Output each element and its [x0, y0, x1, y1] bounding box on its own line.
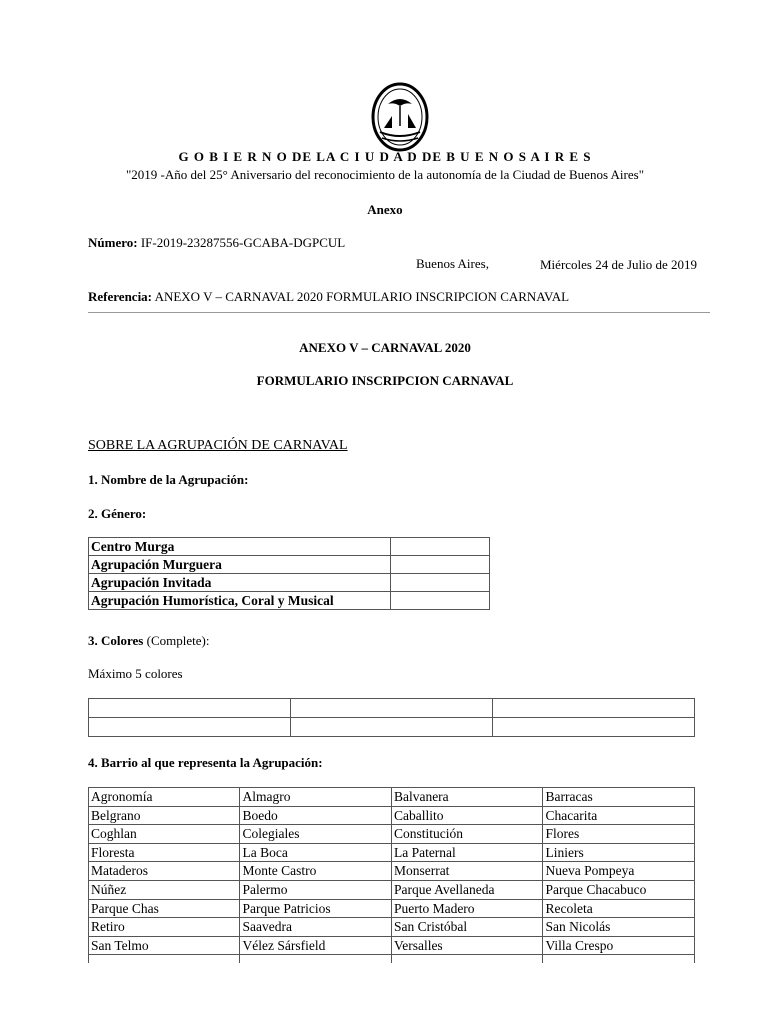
- table-row: [89, 936, 695, 955]
- barrio-cell[interactable]: Constitución: [391, 825, 543, 844]
- barrio-cell[interactable]: Belgrano: [89, 806, 240, 825]
- question-genero: 2. Género:: [88, 506, 147, 521]
- table-row: [89, 574, 490, 592]
- table-row: [89, 556, 490, 574]
- genero-table: [88, 537, 490, 610]
- document-title: ANEXO V – CARNAVAL 2020: [299, 340, 471, 355]
- color-cell[interactable]: [493, 718, 695, 737]
- barrio-cell[interactable]: Palermo: [240, 880, 391, 899]
- barrio-cell[interactable]: Floresta: [89, 843, 240, 862]
- table-row: [89, 899, 695, 918]
- barrio-cell[interactable]: Caballito: [391, 806, 543, 825]
- genero-option-label: Agrupación Murguera: [89, 556, 391, 574]
- table-row: [89, 825, 695, 844]
- barrio-cell-empty: [543, 955, 695, 964]
- barrio-cell[interactable]: Versalles: [391, 936, 543, 955]
- table-row: [89, 699, 695, 718]
- barrio-cell[interactable]: Nueva Pompeya: [543, 862, 695, 881]
- table-row: [89, 788, 695, 807]
- barrio-cell[interactable]: Monserrat: [391, 862, 543, 881]
- genero-option-checkbox[interactable]: [391, 574, 490, 592]
- barrio-cell[interactable]: Parque Patricios: [240, 899, 391, 918]
- city-coat-of-arms-icon: [370, 82, 430, 152]
- barrio-cell[interactable]: Mataderos: [89, 862, 240, 881]
- color-cell[interactable]: [291, 718, 493, 737]
- table-row: [89, 880, 695, 899]
- question-colores-hint: (Complete):: [143, 633, 210, 648]
- barrio-cell[interactable]: Boedo: [240, 806, 391, 825]
- barrio-cell[interactable]: Barracas: [543, 788, 695, 807]
- question-colores-label: 3. Colores: [88, 633, 144, 648]
- date: Miércoles 24 de Julio de 2019: [540, 257, 698, 272]
- place: Buenos Aires,: [416, 256, 489, 271]
- barrio-cell[interactable]: Puerto Madero: [391, 899, 543, 918]
- barrio-cell[interactable]: San Nicolás: [543, 918, 695, 937]
- barrios-table: [88, 787, 695, 963]
- table-row: [89, 918, 695, 937]
- genero-option-checkbox[interactable]: [391, 592, 490, 610]
- table-row: [89, 592, 490, 610]
- barrio-cell[interactable]: Chacarita: [543, 806, 695, 825]
- genero-option-label: Agrupación Invitada: [89, 574, 391, 592]
- barrio-cell[interactable]: Núñez: [89, 880, 240, 899]
- barrio-cell[interactable]: Flores: [543, 825, 695, 844]
- numero-label: Número:: [88, 235, 138, 250]
- barrio-cell[interactable]: Coghlan: [89, 825, 240, 844]
- numero-line: [88, 235, 345, 251]
- referencia-label: Referencia:: [88, 289, 153, 304]
- barrio-cell[interactable]: La Boca: [240, 843, 391, 862]
- barrio-cell[interactable]: San Cristóbal: [391, 918, 543, 937]
- barrio-cell[interactable]: Balvanera: [391, 788, 543, 807]
- genero-option-label: Centro Murga: [89, 538, 391, 556]
- barrio-cell[interactable]: Agronomía: [89, 788, 240, 807]
- color-cell[interactable]: [89, 718, 291, 737]
- year-motto: "2019 -Año del 25° Aniversario del reconocimiento de la autonomía de la Ciudad de Buenos Aires": [126, 167, 644, 182]
- barrio-cell[interactable]: Vélez Sársfield: [240, 936, 391, 955]
- document-subtitle: FORMULARIO INSCRIPCION CARNAVAL: [256, 373, 514, 388]
- color-cell[interactable]: [291, 699, 493, 718]
- genero-option-label: Agrupación Humorística, Coral y Musical: [89, 592, 391, 610]
- barrio-cell[interactable]: Parque Avellaneda: [391, 880, 543, 899]
- barrio-cell[interactable]: Colegiales: [240, 825, 391, 844]
- barrio-cell[interactable]: Parque Chas: [89, 899, 240, 918]
- referencia-value: ANEXO V – CARNAVAL 2020 FORMULARIO INSCRIPCION CARNAVAL: [154, 289, 570, 304]
- document-type: Anexo: [367, 202, 403, 217]
- barrio-cell[interactable]: Parque Chacabuco: [543, 880, 695, 899]
- table-row: [89, 718, 695, 737]
- question-colores: [88, 633, 209, 649]
- table-row: [89, 955, 695, 964]
- government-name: G O B I E R N O DE LA C I U D A D DE B U E N O S A I R E S: [178, 149, 592, 164]
- barrio-cell-empty: [391, 955, 543, 964]
- barrio-cell-empty: [89, 955, 240, 964]
- colores-table: [88, 698, 695, 737]
- barrio-cell[interactable]: Retiro: [89, 918, 240, 937]
- header-divider: [88, 312, 710, 313]
- genero-option-checkbox[interactable]: [391, 538, 490, 556]
- table-row: [89, 843, 695, 862]
- barrio-cell[interactable]: Monte Castro: [240, 862, 391, 881]
- barrio-cell[interactable]: Recoleta: [543, 899, 695, 918]
- barrio-cell[interactable]: Almagro: [240, 788, 391, 807]
- barrio-cell[interactable]: Liniers: [543, 843, 695, 862]
- colores-note: Máximo 5 colores: [88, 666, 183, 681]
- color-cell[interactable]: [493, 699, 695, 718]
- barrio-cell[interactable]: Saavedra: [240, 918, 391, 937]
- color-cell[interactable]: [89, 699, 291, 718]
- table-row: [89, 862, 695, 881]
- table-row: [89, 806, 695, 825]
- barrio-cell[interactable]: San Telmo: [89, 936, 240, 955]
- barrio-cell[interactable]: La Paternal: [391, 843, 543, 862]
- barrio-cell-empty: [240, 955, 391, 964]
- section-title: SOBRE LA AGRUPACIÓN DE CARNAVAL: [88, 438, 348, 453]
- barrio-cell[interactable]: Villa Crespo: [543, 936, 695, 955]
- question-barrio: 4. Barrio al que representa la Agrupación:: [88, 755, 323, 770]
- question-nombre: 1. Nombre de la Agrupación:: [88, 472, 249, 487]
- genero-option-checkbox[interactable]: [391, 556, 490, 574]
- referencia-line: [88, 289, 569, 305]
- table-row: [89, 538, 490, 556]
- numero-value: IF-2019-23287556-GCABA-DGPCUL: [140, 235, 346, 250]
